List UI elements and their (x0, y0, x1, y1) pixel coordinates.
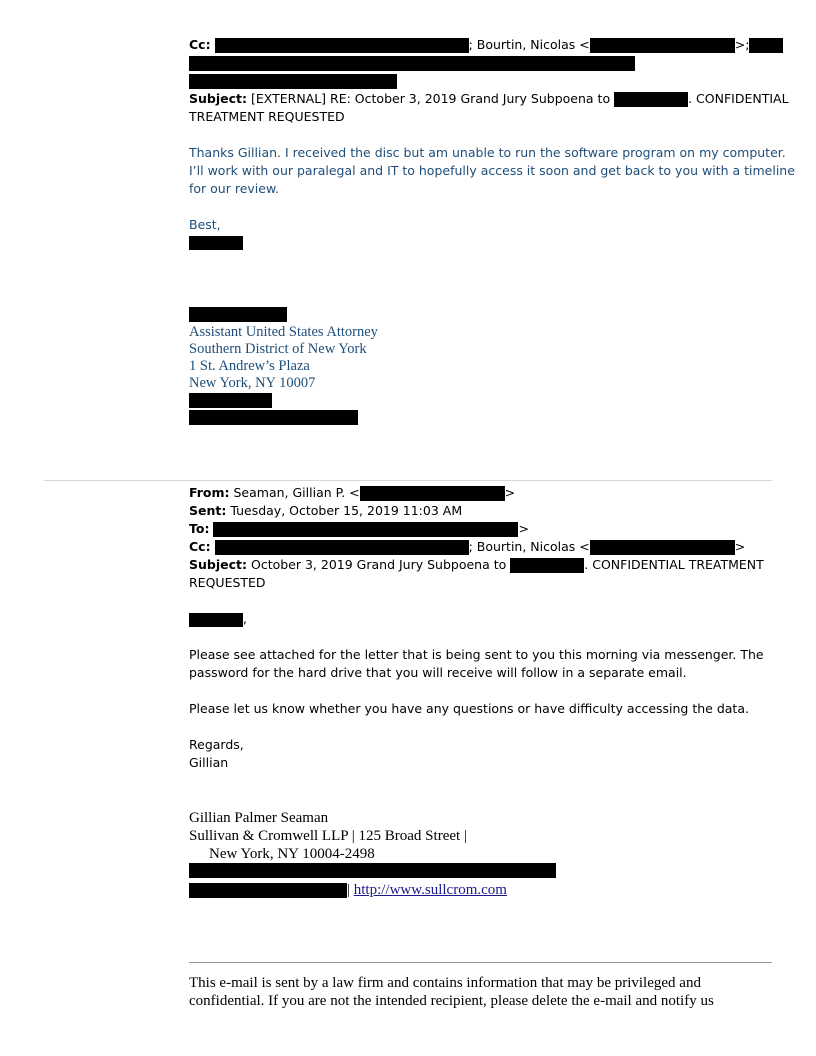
top-subject-label: Subject: (189, 91, 247, 106)
bottom-signoff: Gillian (189, 755, 229, 770)
bottom-closing: Regards, (189, 737, 244, 752)
top-body-line-3: for our review. (189, 181, 280, 196)
top-body-line-1: Thanks Gillian. I received the disc but am unable to run the software program on my computer. (189, 145, 786, 160)
redaction (189, 236, 243, 250)
redaction (614, 92, 688, 107)
sig-name: Gillian Palmer Seaman (189, 810, 329, 826)
bottom-sent-line (189, 502, 462, 520)
top-cc-line (189, 36, 783, 54)
bottom-to-line (189, 520, 529, 538)
top-cc-name: ; Bourtin, Nicolas < (468, 37, 590, 52)
redaction (189, 393, 272, 408)
redaction (189, 410, 358, 425)
top-subject-text-b: . CONFIDENTIAL (688, 91, 789, 106)
top-closing: Best, (189, 217, 221, 232)
redaction (749, 38, 783, 53)
bottom-greeting (189, 610, 247, 628)
redaction (215, 38, 469, 53)
redaction (360, 486, 505, 501)
sig-firm: Sullivan & Cromwell LLP | 125 Broad Street | (189, 828, 467, 844)
top-cc-tail: >; (734, 37, 750, 52)
redaction (189, 883, 347, 898)
bottom-para2: Please let us know whether you have any questions or have difficulty accessing the data. (189, 701, 749, 716)
sig-separator: | (347, 882, 351, 898)
bottom-from-label: From: (189, 485, 230, 500)
sig-address-1: 1 St. Andrew’s Plaza (189, 358, 310, 374)
redaction (189, 863, 556, 878)
sig-title: Assistant United States Attorney (189, 324, 378, 340)
footer-line-2: confidential. If you are not the intended recipient, please delete the e-mail and notify us (189, 993, 714, 1009)
top-cc-label: Cc: (189, 37, 211, 52)
bottom-sent-label: Sent: (189, 503, 227, 518)
bottom-cc-tail: > (734, 539, 746, 554)
bottom-to-label: To: (189, 521, 210, 536)
bottom-subject-text-b: . CONFIDENTIAL TREATMENT (584, 557, 764, 572)
bottom-subject-label: Subject: (189, 557, 247, 572)
redaction (189, 56, 635, 71)
redaction (189, 74, 397, 89)
top-subject-line (189, 90, 789, 108)
bottom-cc-line (189, 538, 745, 556)
top-subject-line-2: TREATMENT REQUESTED (189, 109, 345, 124)
bottom-subject-line (189, 556, 764, 574)
top-subject-text: [EXTERNAL] RE: October 3, 2019 Grand Jury Subpoena to (250, 91, 611, 106)
bottom-para1-line-1: Please see attached for the letter that is being sent to you this morning via messenger. The (189, 647, 764, 662)
bottom-sent-text: Tuesday, October 15, 2019 11:03 AM (230, 503, 463, 518)
email-divider (44, 480, 772, 481)
bottom-from-tail: > (504, 485, 516, 500)
sig-contact-line (189, 881, 507, 899)
bottom-from-line (189, 484, 515, 502)
bottom-to-tail: > (518, 521, 529, 536)
redaction (215, 540, 469, 555)
sig-address-2: New York, NY 10007 (189, 375, 316, 391)
redaction (213, 522, 518, 537)
bottom-subject-text: October 3, 2019 Grand Jury Subpoena to (250, 557, 507, 572)
bottom-subject-line-2: REQUESTED (189, 575, 266, 590)
bottom-cc-name: ; Bourtin, Nicolas < (468, 539, 590, 554)
redaction (189, 613, 243, 627)
sig-city: New York, NY 10004-2498 (209, 846, 375, 862)
sullcrom-link[interactable]: http://www.sullcrom.com (353, 882, 507, 898)
redaction (590, 38, 735, 53)
bottom-from-text: Seaman, Gillian P. < (233, 485, 360, 500)
redaction (590, 540, 735, 555)
redaction (189, 307, 287, 322)
sig-office: Southern District of New York (189, 341, 367, 357)
top-body-line-2: I’ll work with our paralegal and IT to hopefully access it soon and get back to you with a timeline (189, 163, 795, 178)
footer-divider (189, 962, 772, 963)
bottom-greeting-tail: , (243, 611, 247, 626)
redaction (510, 558, 584, 573)
bottom-para1-line-2: password for the hard drive that you will receive will follow in a separate email. (189, 665, 687, 680)
bottom-cc-label: Cc: (189, 539, 211, 554)
footer-line-1: This e-mail is sent by a law firm and contains information that may be privileged and (189, 975, 701, 991)
